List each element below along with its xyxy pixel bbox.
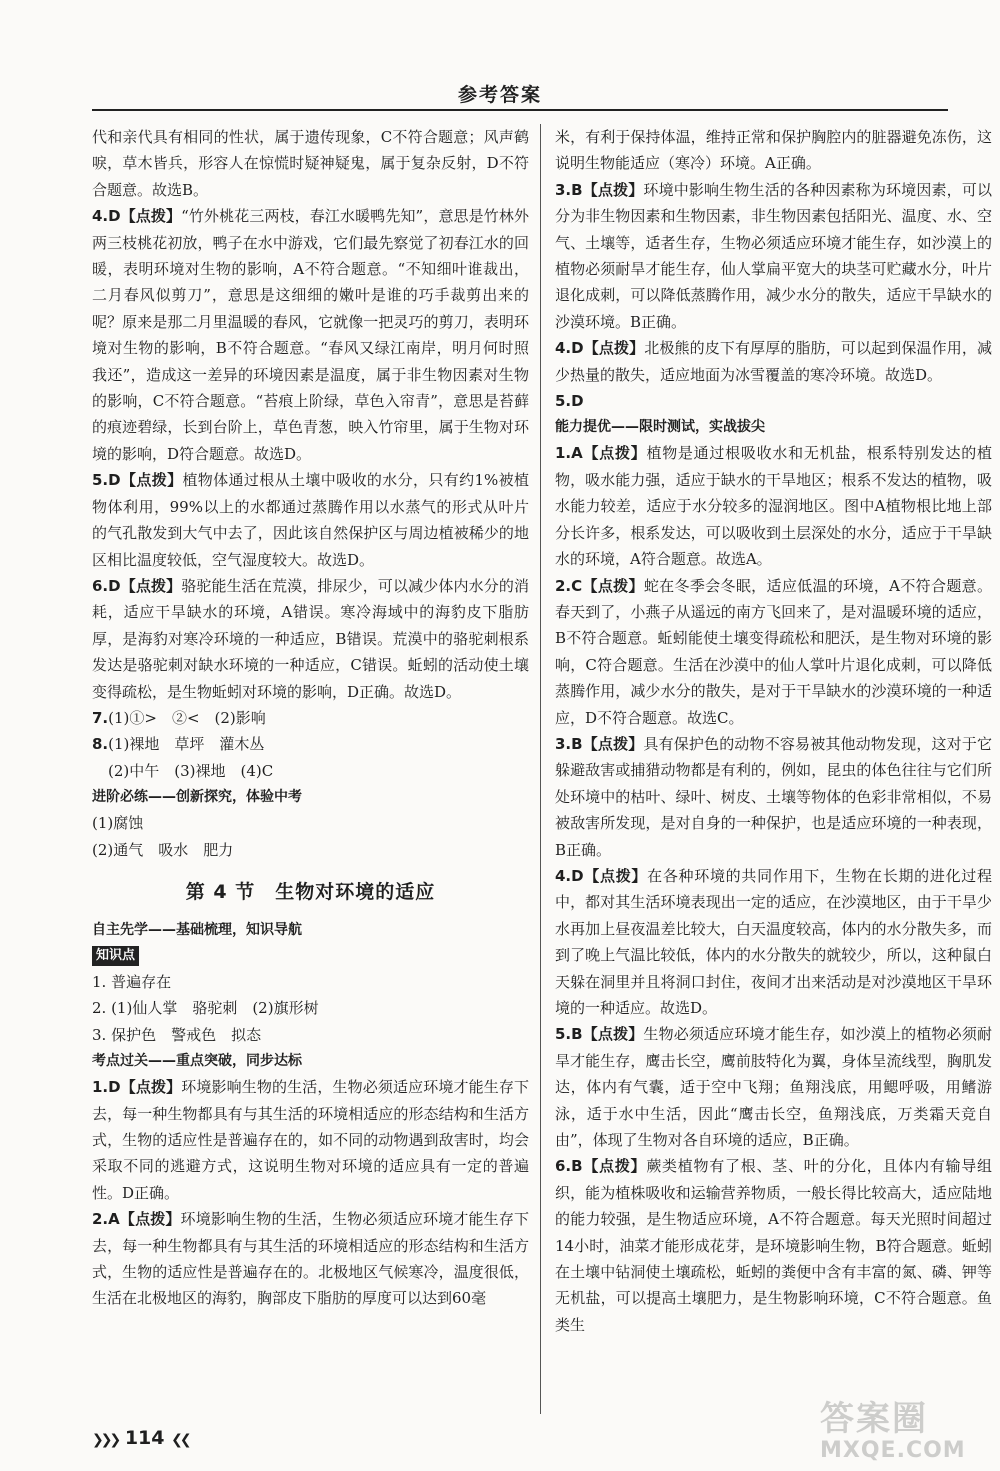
section-heading: 进阶必练——创新探究，体验中考 (92, 789, 302, 806)
hint-tag: 【点拨】 (119, 1210, 181, 1229)
hint-tag: 【点拨】 (582, 444, 647, 463)
section-heading: 能力提优——限时测试，实战拔尖 (555, 419, 765, 436)
answer-number: 7. (92, 708, 109, 727)
hint-tag: 【点拨】 (120, 207, 182, 226)
answer-number: 5.D (92, 471, 121, 490)
answer-number: 6.D (92, 576, 121, 595)
answer-text: 在各种环境的共同作用下，生物在长期的进化过程中，都对其生活环境表现出一定的适应，在沙漠地区，由于干旱少水再加上昼夜温差比较大，白天温度较高，体内的水分散失多，而到了晚上气温比较低，体内的水分散失的就较少，所以，这种鼠白天躲在洞里并且将洞口封住，夜间才出来活动是对沙漠地区干旱环境的一种适应。故选D。 (555, 866, 992, 1017)
hint-tag: 【点拨】 (582, 576, 644, 595)
answer-number: 8. (92, 735, 109, 754)
answer-text: 植物是通过根吸收水和无机盐，根系特别发达的植物，吸水能力强，适应于缺水的干旱地区；根系不发达的植物，吸水能力较差，适应于水分较多的湿润地区。图中A植物根比地上部分长许多，根系发达，可以吸收到土层深处的水分，适应于干旱缺水的环境，A符合题意。故选A。 (555, 444, 992, 569)
answer-text: (1)裸地 草坪 灌木丛 (108, 735, 265, 754)
hint-tag: 【点拨】 (120, 1078, 182, 1097)
double-chevron-right-icon: ❯❯❯ (92, 1432, 119, 1448)
answer-number: 4.D (555, 866, 584, 885)
hint-tag: 【点拨】 (583, 339, 645, 358)
column-divider (540, 124, 541, 1414)
answer-number: 4.D (555, 339, 584, 358)
answer-text: 环境中影响生物生活的各种因素称为环境因素，可以分为非生物因素和生物因素，非生物因素包括阳光、温度、水、空气、土壤等，适者生存，生物必须适应环境才能生存，如沙漠上的植物必须耐旱才能生存，仙人掌扁平宽大的块茎可贮藏水分，叶片退化成刺，可以降低蒸腾作用，减少水分的散失，适应干旱缺水的沙漠环境。B正确。 (555, 180, 992, 331)
left-column (92, 124, 529, 1312)
answer-number: 1.A (555, 444, 583, 463)
chapter-title: 第 4 节 生物对环境的适应 (185, 880, 436, 903)
answer-text: 植物体通过根从土壤中吸收的水分，只有约1%被植物体利用，99%以上的水都通过蒸腾作用以水蒸气的形式从叶片的气孔散发到大气中去了，因此该自然保护区与周边植被稀少的地区相比温度较低，空气湿度较大。故选D。 (92, 471, 529, 569)
answer-number: 3.B (555, 180, 583, 199)
answer-number: 1.D (92, 1078, 121, 1097)
answer-text: 具有保护色的动物不容易被其他动物发现，这对于它躲避敌害或捕猎动物都是有利的，例如，昆虫的体色往往与它们所处环境中的枯叶、绿叶、树皮、土壤等物体的色彩非常相似，不易被敌害所发现，是对自身的一种保护，也是适应环境的一种表现，B正确。 (555, 734, 992, 859)
watermark-logo (820, 1400, 990, 1466)
answer-number: 6.B (555, 1157, 583, 1176)
hint-tag: 【点拨】 (582, 180, 644, 199)
hint-tag: 【点拨】 (583, 866, 648, 885)
answer-text: 北极熊的皮下有厚厚的脂肪，可以起到保温作用，减少热量的散失，适应地面为冰雪覆盖的寒冷环境。故选D。 (555, 339, 992, 384)
answer-text: (1)①> ②< (2)影响 (108, 708, 266, 727)
answer-7 (92, 705, 529, 731)
answer-number: 4.D (92, 207, 121, 226)
page-number-value: 114 (124, 1427, 165, 1449)
answer-number: 2.A (92, 1210, 120, 1229)
section-answer: (1)腐蚀 (92, 814, 144, 833)
answer-number: 5.B (555, 1025, 583, 1044)
page-header-title: 参考答案 (457, 84, 542, 106)
hint-tag: 【点拨】 (120, 471, 183, 490)
continued-paragraph: 代和亲代具有相同的性状，属于遗传现象，C不符合题意；风声鹤唳，草木皆兵，形容人在惊慌时疑神疑鬼，属于复杂反射，D不符合题意。故选B。 (92, 128, 529, 199)
ability-answer-2 (555, 573, 992, 731)
right-column (555, 124, 992, 1338)
answer-number: 3.B (555, 734, 583, 753)
watermark-text: 答案圈 (820, 1399, 928, 1439)
answer-8-line2: (2)中午 (3)裸地 (4)C (108, 761, 274, 780)
answer-number: 2.C (555, 576, 583, 595)
check-answer-1 (92, 1074, 529, 1206)
answer-text: 生物必须适应环境才能生存，如沙漠上的植物必须耐旱才能生存，鹰击长空，鹰前肢特化为翼，身体呈流线型，胸肌发达，体内有气囊，适于空中飞翔；鱼翔浅底，用鳃呼吸，用鳍游泳，适于水中生活，因此“鹰击长空，鱼翔浅底，万类霜天竞自由”，体现了生物对各自环境的适应，B正确。 (555, 1025, 992, 1150)
ability-answer-1 (555, 440, 992, 572)
answer-text: 环境影响生物的生活，生物必须适应环境才能生存下去，每一种生物都具有与其生活的环境相适应的形态结构和生活方式，生物的适应性是普遍存在的。北极地区气候寒冷，温度很低，生活在北极地区的海豹，胸部皮下脂肪的厚度可以达到60毫 (92, 1210, 529, 1308)
answer-text: 蕨类植物有了根、茎、叶的分化，且体内有输导组织，能为植株吸收和运输营养物质，一般长得比较高大，适应陆地的能力较强，是生物适应环境，A不符合题意。每天光照时间超过14小时，油菜才能形成花芽，是环境影响生物，B符合题意。蚯蚓在土壤中钻洞使土壤疏松，蚯蚓的粪便中含有丰富的氮、磷、钾等无机盐，可以提高土壤肥力，是生物影响环境，C不符合题意。鱼类生 (555, 1157, 992, 1334)
section-heading: 自主先学——基础梳理，知识导航 (92, 921, 302, 938)
header-rule (92, 109, 948, 111)
double-chevron-left-icon: ❮❮ (171, 1432, 189, 1448)
answer-4 (92, 203, 529, 467)
check-answer-2 (92, 1206, 529, 1312)
continued-paragraph: 米，有利于保持体温，维持正常和保护胸腔内的脏器避免冻伤，这说明生物能适应（寒冷）环境。A正确。 (555, 128, 992, 173)
knowledge-badge: 知识点 (92, 946, 139, 966)
section-heading: 考点过关——重点突破，同步达标 (92, 1053, 302, 1070)
section-answer: (2)通气 吸水 肥力 (92, 840, 234, 859)
hint-tag: 【点拨】 (582, 1157, 647, 1176)
ability-answer-6 (555, 1153, 992, 1338)
knowledge-item: 3. 保护色 警戒色 拟态 (92, 1025, 262, 1044)
check-answer-3 (555, 177, 992, 335)
answer-text: 蛇在冬季会冬眠，适应低温的环境，A不符合题意。春天到了，小燕子从遥远的南方飞回来了，是对温暖环境的适应，B不符合题意。蚯蚓能使土壤变得疏松和肥沃，是生物对环境的影响，C符合题意。生活在沙漠中的仙人掌叶片退化成刺，可以降低蒸腾作用，减少水分的散失，是对于干旱缺水的沙漠环境的一种适应，D不符合题意。故选C。 (555, 576, 992, 727)
ability-answer-3 (555, 731, 992, 863)
check-answer-4 (555, 335, 992, 388)
knowledge-item: 1. 普遍存在 (92, 972, 172, 991)
check-answer-5 (555, 388, 992, 414)
ability-answer-4 (555, 863, 992, 1021)
hint-tag: 【点拨】 (582, 734, 644, 753)
answer-6 (92, 573, 529, 705)
answer-number: 5.D (555, 392, 584, 411)
answer-text: 骆驼能生活在荒漠，排尿少，可以减少体内水分的消耗，适应干旱缺水的环境，A错误。寒冷海域中的海豹皮下脂肪厚，是海豹对寒冷环境的一种适应，B错误。荒漠中的骆驼刺根系发达是骆驼刺对缺水环境的一种适应，C错误。蚯蚓的活动使土壤变得疏松，是生物蚯蚓对环境的影响，D正确。故选D。 (92, 576, 529, 701)
hint-tag: 【点拨】 (120, 576, 182, 595)
knowledge-item: 2. (1)仙人掌 骆驼刺 (2)旗形树 (92, 999, 319, 1018)
watermark-url: MXQE.COM (820, 1438, 966, 1463)
answer-5 (92, 467, 529, 573)
answer-text: “竹外桃花三两枝，春江水暖鸭先知”，意思是竹林外两三枝桃花初放，鸭子在水中游戏，它们最先察觉了初春江水的回暖，表明环境对生物的影响，A不符合题意。“不知细叶谁裁出，二月春风似剪刀”，意思是这细细的嫩叶是谁的巧手裁剪出来的呢？原来是那二月里温暖的春风，它就像一把灵巧的剪刀，表明环境对生物的影响，B不符合题意。“春风又绿江南岸，明月何时照我还”，造成这一差异的环境因素是温度，属于非生物因素对生物的影响，C不符合题意。“苔痕上阶绿，草色入帘青”，意思是苔藓的痕迹碧绿，长到台阶上，草色青葱，映入竹帘里，属于生物对环境的影响，D符合题意。故选D。 (92, 207, 529, 463)
answer-text: 环境影响生物的生活，生物必须适应环境才能生存下去，每一种生物都具有与其生活的环境相适应的形态结构和生活方式，生物的适应性是普遍存在的，如不同的动物遇到敌害时，均会采取不同的逃避方式，这说明生物对环境的适应具有一定的普遍性。D正确。 (92, 1078, 529, 1202)
ability-answer-5 (555, 1021, 992, 1153)
hint-tag: 【点拨】 (582, 1025, 644, 1044)
page-number (92, 1427, 189, 1449)
answer-8 (92, 731, 529, 757)
